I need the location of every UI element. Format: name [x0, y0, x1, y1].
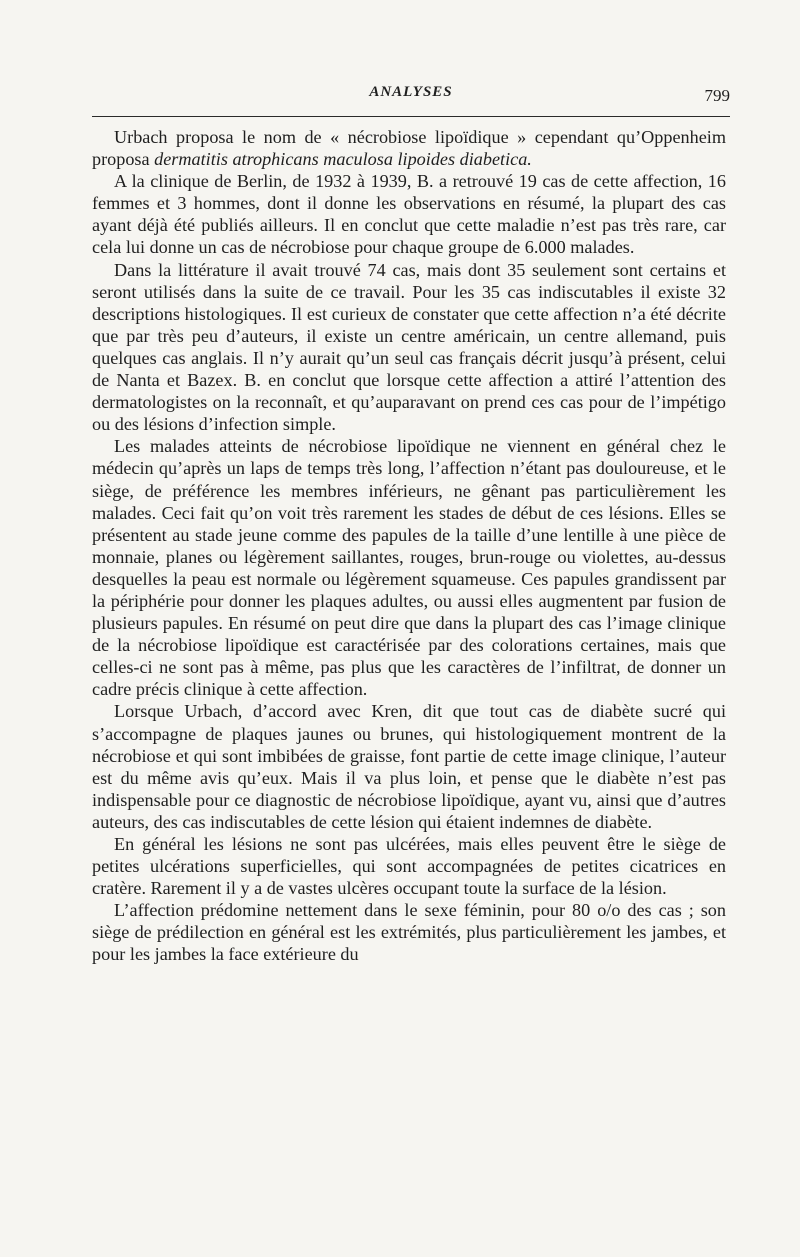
paragraph-2	[92, 170, 726, 258]
body-text	[92, 126, 726, 966]
paragraph-5	[92, 700, 726, 833]
paragraph-text: Urbach proposa le nom de « nécrobiose lipoïdique » cependant qu’Oppenheim proposa	[92, 127, 726, 170]
paragraph-text: L’affection prédomine nettement dans le sexe féminin, pour 80 o/o des cas ; son siège de prédilection en général est les extrémités, plus particulièrement les jambes, et pour les jambes la face extérieure du	[92, 900, 726, 965]
paragraph-1	[92, 126, 726, 170]
paragraph-text: Les malades atteints de nécrobiose lipoïdique ne viennent en général chez le médecin qu’après un laps de temps très long, l’affection n’étant pas douloureuse, et le siège, de préférence les membres inférieurs, ne gênant pas particulièrement les malades. Ceci fait qu’on voit très rarement les stades de début de ces lésions. Elles se présentent au stade jeune comme des papules de la taille d’une lentille à une pièce de monnaie, planes ou légèrement saillantes, rouges, brun-rouge ou violettes, au-dessus desquelles la peau est normale ou légèrement squameuse. Ces papules grandissent par la périphérie pour donner les plaques adultes, ou aussi elles augmentent par fusion de plusieurs papules. En résumé on peut dire que dans la plupart des cas l’image clinique de la nécrobiose lipoïdique est caractérisée par des colorations certaines, mais que celles-ci ne sont pas à même, pas plus que les caractères de l’infiltrat, de donner un cadre précis clinique à cette affection.	[92, 436, 726, 700]
italic-text: dermatitis atrophicans maculosa lipoides diabetica.	[154, 149, 532, 170]
paragraph-7	[92, 899, 726, 965]
page-number: 799	[704, 86, 730, 105]
paragraph-4	[92, 435, 726, 700]
paragraph-text: En général les lésions ne sont pas ulcérées, mais elles peuvent être le siège de petites ulcérations superficielles, qui sont accompagnées de petites cicatrices en cratère. Rarement il y a de vastes ulcères occupant toute la surface de la lésion.	[92, 834, 726, 899]
running-title: ANALYSES	[369, 84, 453, 100]
paragraph-text: Dans la littérature il avait trouvé 74 cas, mais dont 35 seulement sont certains et seront utilisés dans la suite de ce travail. Pour les 35 cas indiscutables il existe 32 descriptions histologiques. Il est curieux de constater que cette affection n’a été décrite que par très peu d’auteurs, il existe un centre américain, un centre allemand, puis quelques cas anglais. Il n’y aurait qu’un seul cas français décrit jusqu’à présent, celui de Nanta et Bazex. B. en conclut que lorsque cette affection a attiré l’attention des dermatologistes on la reconnaît, et qu’auparavant on prend ces cas pour de l’impétigo ou des lésions d’infection simple.	[92, 259, 726, 435]
paragraph-text: A la clinique de Berlin, de 1932 à 1939, B. a retrouvé 19 cas de cette affection, 16 femmes et 3 hommes, dont il donne les observations en résumé, la plupart des cas ayant déjà été publiés ailleurs. Il en conclut que cette maladie n’est pas très rare, car cela lui donne un cas de nécrobiose pour chaque groupe de 6.000 malades.	[92, 171, 726, 258]
paragraph-6	[92, 833, 726, 899]
header-rule	[92, 116, 730, 117]
paragraph-text: Lorsque Urbach, d’accord avec Kren, dit que tout cas de diabète sucré qui s’accompagne de plaques jaunes ou brunes, qui histologiquement montrent de la nécrobiose et qui sont imbibées de graisse, font partie de cette image clinique, l’auteur est du même avis qu’eux. Mais il va plus loin, et pense que le diabète n’est pas indispensable pour ce diagnostic de nécrobiose lipoïdique, ayant vu, ainsi que d’autres auteurs, des cas indiscutables de cette lésion qui étaient indemnes de diabète.	[92, 701, 726, 832]
page-header	[92, 84, 730, 114]
paragraph-3	[92, 259, 726, 436]
